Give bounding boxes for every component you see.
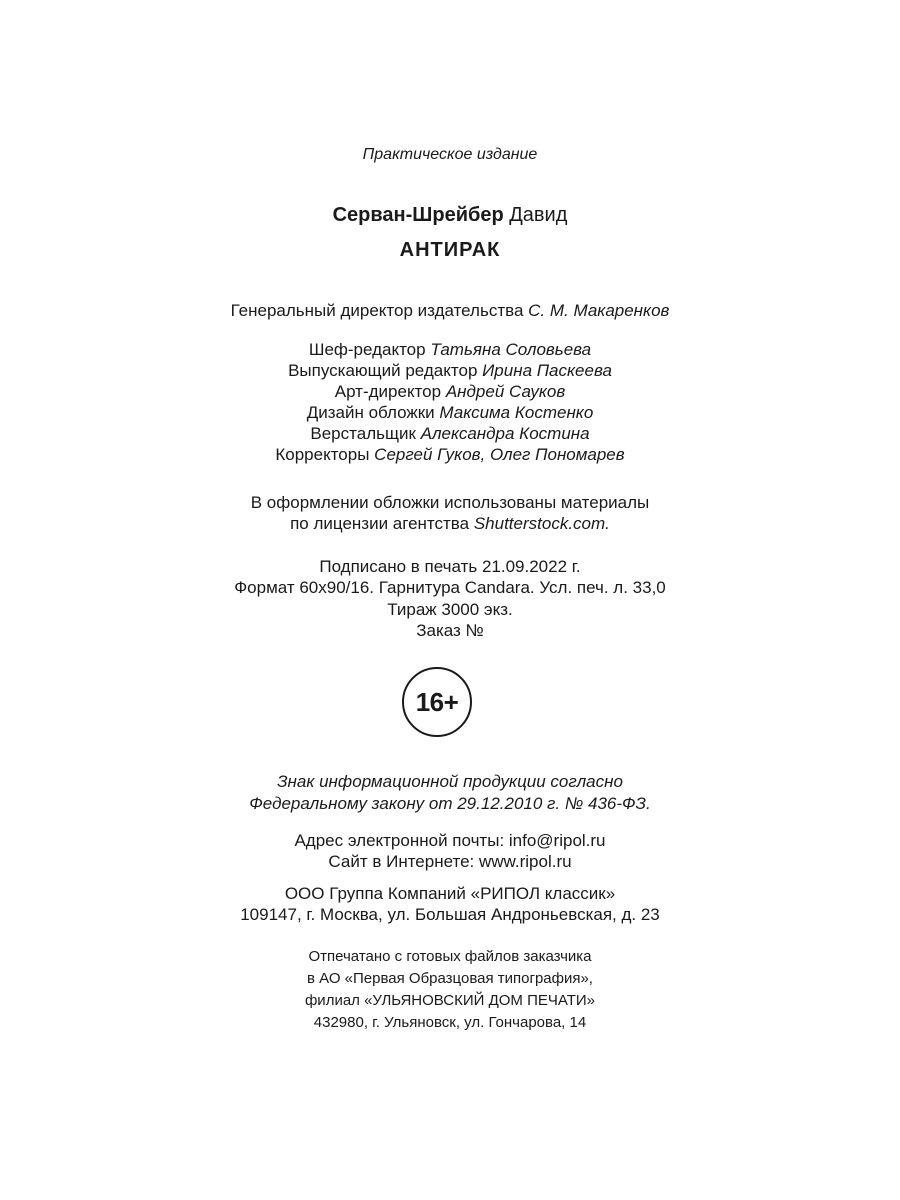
credit-role: Верстальщик (310, 424, 416, 443)
credit-name: Сергей Гуков, Олег Пономарев (374, 445, 625, 464)
cover-note-prefix: по лицензии агентства (290, 514, 470, 533)
cover-note-line-2 (0, 515, 900, 532)
credit-name: Максима Костенко (439, 403, 594, 422)
credit-name: Ирина Паскеева (482, 361, 612, 380)
printer-line-2: в АО «Первая Образцовая типография», (307, 970, 593, 987)
print-format: Формат 60x90/16. Гарнитура Candara. Усл. печ. л. 33,0 (234, 578, 666, 597)
credit-name: Андрей Сауков (445, 382, 566, 401)
credit-line (0, 446, 900, 463)
general-director-name: С. М. Макаренков (528, 301, 670, 320)
print-run: Тираж 3000 экз. (387, 600, 513, 619)
edition-type: Практическое издание (362, 146, 538, 163)
print-signed: Подписано в печать 21.09.2022 г. (319, 557, 581, 576)
author-surname: Серван-Шрейбер (332, 204, 504, 226)
book-title: АНТИРАК (399, 239, 501, 261)
credit-role: Шеф-редактор (308, 340, 426, 359)
credit-line (0, 341, 900, 358)
general-director-role: Генеральный директор издательства (230, 301, 524, 320)
author-line (0, 205, 900, 225)
credit-name: Александра Костина (420, 424, 590, 443)
cover-note-agency: Shutterstock.com. (473, 514, 610, 533)
general-director-line (0, 302, 900, 319)
contact-website: Сайт в Интернете: www.ripol.ru (328, 852, 572, 871)
age-notice-line-2: Федеральному закону от 29.12.2010 г. № 436-ФЗ. (249, 794, 651, 813)
print-order: Заказ № (416, 621, 484, 640)
credit-name: Татьяна Соловьева (430, 340, 592, 359)
publisher-name: ООО Группа Компаний «РИПОЛ классик» (284, 884, 616, 903)
age-notice-line-1: Знак информационной продукции согласно (277, 772, 623, 791)
credit-line (0, 362, 900, 379)
credit-line (0, 404, 900, 421)
credit-role: Выпускающий редактор (288, 361, 478, 380)
credit-role: Арт-директор (334, 382, 442, 401)
credit-line (0, 383, 900, 400)
contact-email: Адрес электронной почты: info@ripol.ru (294, 831, 606, 850)
credit-role: Дизайн обложки (306, 403, 435, 422)
author-first-name: Давид (509, 204, 568, 226)
credit-line (0, 425, 900, 442)
credit-role: Корректоры (275, 445, 370, 464)
age-rating-badge: 16+ (402, 667, 472, 737)
cover-note-line-1: В оформлении обложки использованы материалы (250, 493, 650, 512)
publisher-address: 109147, г. Москва, ул. Большая Андроньевская, д. 23 (240, 905, 660, 924)
printer-line-3: филиал «УЛЬЯНОВСКИЙ ДОМ ПЕЧАТИ» (304, 992, 596, 1009)
printer-line-4: 432980, г. Ульяновск, ул. Гончарова, 14 (313, 1014, 587, 1031)
printer-line-1: Отпечатано с готовых файлов заказчика (308, 948, 592, 965)
